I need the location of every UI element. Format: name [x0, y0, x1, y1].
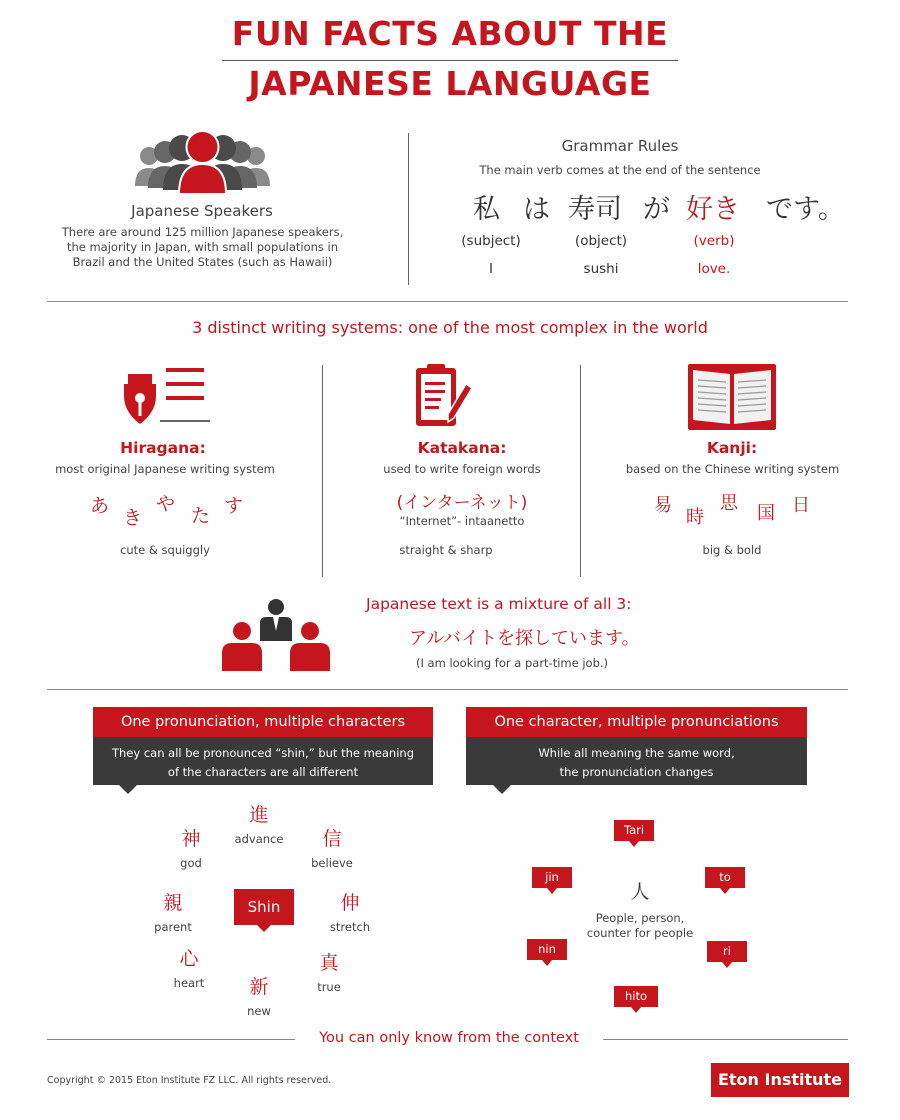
context-note: You can only know from the context [319, 1030, 579, 1046]
hito-meaning-line: People, person, [595, 911, 685, 925]
kanji-meaning: believe [311, 856, 353, 870]
hiragana-title: Hiragana: [120, 439, 206, 457]
katakana-translation: “Internet”- intaanetto [399, 514, 525, 528]
hiragana-char: あ [90, 495, 110, 517]
hiragana-description: most original Japanese writing system [55, 462, 275, 476]
pronunciation-tag-label: hito [614, 986, 658, 1007]
grammar-role-verb: (verb) [693, 233, 735, 249]
grammar-translation-verb: love. [697, 261, 731, 277]
hiragana-footnote: cute & squiggly [120, 543, 210, 557]
copyright-text: Copyright © 2015 Eton Institute FZ LLC. All rights reserved. [47, 1075, 332, 1086]
speakers-line: There are around 125 million Japanese speakers, [61, 225, 344, 239]
page-title-line2: JAPANESE LANGUAGE [248, 64, 652, 103]
kanji-char: 国 [757, 503, 775, 524]
pronunciation-tag-label: nin [527, 939, 567, 960]
pronunciation-tag-label: Tari [614, 820, 654, 841]
kanji-title: Kanji: [706, 439, 758, 457]
tag-tail [631, 1007, 641, 1013]
kanji-meaning-item [149, 948, 229, 990]
character-sub-line: the pronunciation changes [559, 765, 714, 779]
pronunciation-tag [707, 941, 747, 968]
speech-tail [257, 925, 271, 932]
kanji-meaning-item [133, 892, 213, 934]
hito-meaning [570, 911, 710, 941]
character-banner: One character, multiple pronunciations [466, 707, 807, 737]
hiragana-char: き [123, 507, 143, 529]
kanji-description: based on the Chinese writing system [625, 462, 840, 476]
pronunciation-subtitle [93, 737, 433, 785]
grammar-word: 寿司 [568, 194, 622, 225]
speech-tail [493, 785, 511, 794]
grammar-subtitle: The main verb comes at the end of the sentence [479, 163, 761, 177]
speakers-heading: Japanese Speakers [131, 202, 273, 220]
katakana-footnote: straight & sharp [399, 543, 493, 557]
grammar-word: は [523, 194, 550, 225]
pronunciation-sub-line: of the characters are all different [167, 765, 359, 779]
grammar-heading: Grammar Rules [561, 137, 679, 155]
speakers-description [40, 225, 365, 270]
kanji-char: 真 [319, 952, 339, 974]
kanji-char: 神 [181, 828, 201, 850]
pen-nib-icon [120, 362, 212, 430]
character-sub-line: While all meaning the same word, [538, 746, 735, 760]
speakers-line: the majority in Japan, with small populations in [66, 240, 339, 254]
context-rule-left [47, 1039, 295, 1040]
grammar-translation-object: sushi [583, 261, 619, 277]
mixture-japanese: アルバイトを探しています。 [409, 628, 640, 649]
kanji-meaning-item [310, 892, 390, 934]
speech-tail [119, 785, 137, 794]
hito-kanji: 人 [630, 881, 650, 903]
kanji-meaning-item [289, 952, 369, 994]
pronunciation-tag-label: to [705, 867, 745, 888]
tag-tail [629, 841, 639, 847]
kanji-meaning: god [180, 856, 202, 870]
hito-meaning-line: counter for people [586, 926, 694, 940]
pronunciation-tag [532, 867, 572, 894]
pronunciation-tag [705, 867, 745, 894]
katakana-example: (インターネット) [396, 493, 528, 513]
grammar-role-object: (object) [574, 233, 628, 249]
grammar-word: が [643, 194, 670, 225]
kanji-meaning: stretch [329, 920, 371, 934]
kanji-meaning: advance [234, 832, 284, 846]
systems-heading: 3 distinct writing systems: one of the most complex in the world [192, 318, 708, 337]
kanji-meaning-item [292, 828, 372, 870]
tag-tail [722, 962, 732, 968]
hiragana-char: や [156, 493, 176, 515]
pronunciation-tag [614, 820, 654, 847]
section-divider [47, 301, 848, 302]
pronunciation-banner: One pronunciation, multiple characters [93, 707, 433, 737]
kanji-char: 信 [322, 828, 342, 850]
speakers-line: Brazil and the United States (such as Hawaii) [72, 255, 333, 269]
speakers-icon [135, 128, 270, 202]
page-title-line1: FUN FACTS ABOUT THE [231, 14, 669, 53]
character-subtitle [466, 737, 807, 785]
hiragana-char: す [224, 495, 244, 517]
grammar-word-verb: 好き [686, 194, 740, 225]
tag-tail [547, 888, 557, 894]
grammar-translation-subject: I [489, 261, 493, 277]
kanji-meaning-item [219, 804, 299, 846]
mixture-translation: (I am looking for a part-time job.) [416, 656, 609, 670]
grammar-role-subject: (subject) [461, 233, 521, 249]
pronunciation-tag [614, 986, 658, 1013]
hiragana-char: た [191, 505, 211, 527]
section-divider-vertical [408, 133, 409, 285]
column-divider [580, 365, 581, 577]
kanji-meaning-item [219, 976, 299, 1018]
kanji-char: 伸 [340, 892, 360, 914]
clipboard-icon [414, 362, 474, 434]
kanji-meaning: true [317, 980, 341, 994]
kanji-char: 親 [163, 892, 183, 914]
pronunciation-tag-label: jin [532, 867, 572, 888]
grammar-word: です。 [766, 194, 845, 225]
pronunciation-tag [527, 939, 567, 966]
kanji-char: 易 [654, 495, 672, 516]
pronunciation-sub-line: They can all be pronounced “shin,” but the meaning [111, 746, 415, 760]
kanji-char: 進 [249, 804, 269, 826]
shin-center-bubble: Shin [234, 889, 294, 925]
kanji-footnote: big & bold [702, 543, 762, 557]
mixture-heading: Japanese text is a mixture of all 3: [366, 595, 632, 613]
context-rule-right [603, 1039, 848, 1040]
kanji-meaning: parent [154, 920, 192, 934]
eton-institute-logo: Eton Institute [711, 1063, 849, 1097]
tag-tail [542, 960, 552, 966]
pronunciation-tag-label: ri [707, 941, 747, 962]
kanji-meaning-item [151, 828, 231, 870]
section-divider [47, 689, 848, 690]
kanji-char: 思 [720, 493, 738, 514]
title-divider [222, 60, 678, 61]
team-icon [222, 597, 330, 675]
kanji-char: 時 [686, 507, 704, 528]
kanji-char: 新 [249, 976, 269, 998]
tag-tail [720, 888, 730, 894]
kanji-char: 日 [792, 495, 810, 516]
kanji-meaning: new [247, 1004, 271, 1018]
kanji-char: 心 [179, 948, 199, 970]
open-book-icon [686, 362, 778, 436]
katakana-description: used to write foreign words [383, 462, 541, 476]
kanji-meaning: heart [173, 976, 205, 990]
grammar-word: 私 [473, 194, 500, 225]
katakana-title: Katakana: [417, 439, 507, 457]
